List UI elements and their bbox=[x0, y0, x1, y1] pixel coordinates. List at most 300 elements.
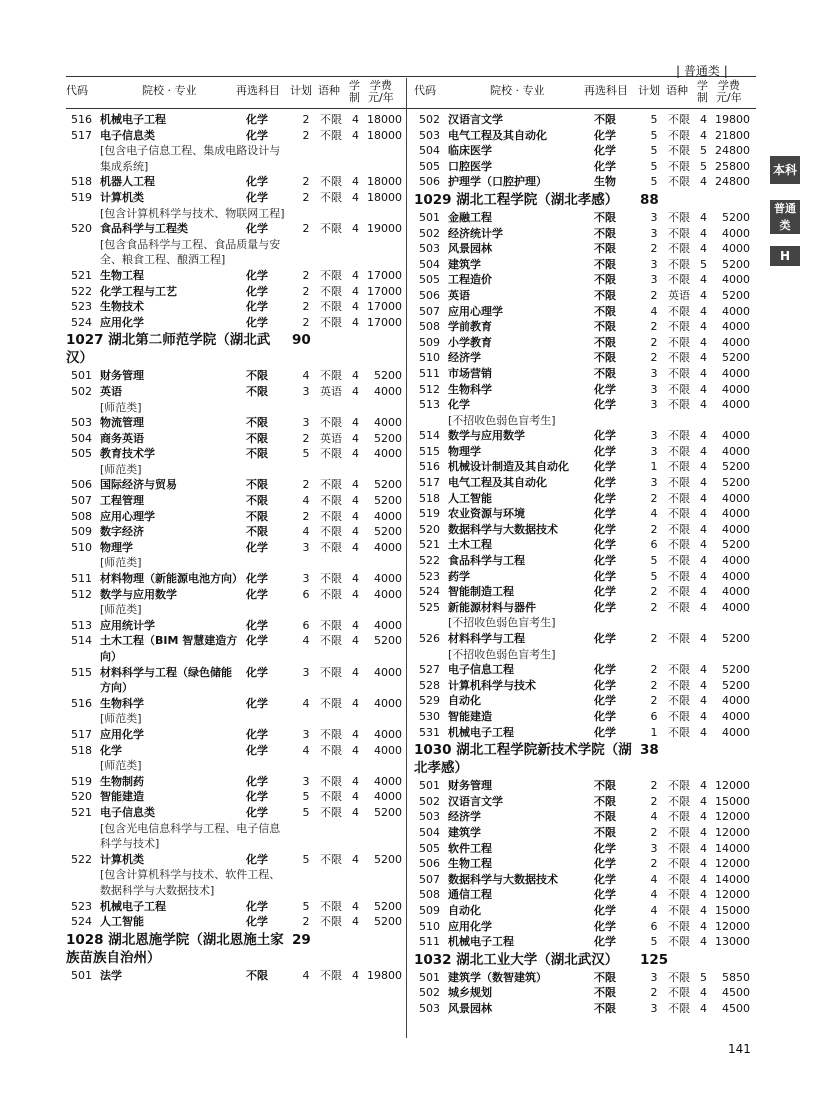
plan-count: 2 bbox=[650, 585, 658, 599]
years: 4 bbox=[700, 175, 707, 189]
major-name: 经济学 bbox=[448, 351, 481, 365]
school-name bbox=[66, 931, 286, 967]
required-subject: 不限 bbox=[594, 366, 616, 380]
table-row bbox=[66, 268, 406, 284]
language: 不限 bbox=[320, 315, 342, 329]
required-subject: 化学 bbox=[246, 113, 268, 126]
required-subject: 化学 bbox=[594, 554, 616, 568]
table-row bbox=[414, 350, 754, 366]
major-name: 化学 bbox=[448, 398, 470, 412]
major-name: 建筑学（数智建筑） bbox=[448, 970, 547, 984]
school-heading bbox=[66, 931, 406, 967]
years: 4 bbox=[700, 491, 707, 505]
school-title: 湖北工业大学（湖北武汉） bbox=[456, 951, 619, 968]
language: 不限 bbox=[320, 190, 342, 204]
major-code: 508 bbox=[71, 509, 92, 523]
tuition-fee: 5200 bbox=[374, 525, 402, 539]
hdr-language: 语种 bbox=[666, 84, 688, 97]
language: 不限 bbox=[320, 369, 342, 383]
language: 不限 bbox=[668, 678, 690, 692]
language: 不限 bbox=[668, 159, 690, 173]
table-row bbox=[66, 633, 406, 664]
required-subject: 化学 bbox=[246, 852, 268, 866]
plan-count: 2 bbox=[650, 779, 658, 793]
major-name: 化学 bbox=[100, 743, 122, 757]
plan-count: 2 bbox=[302, 128, 310, 142]
required-subject: 不限 bbox=[246, 369, 268, 383]
language: 不限 bbox=[668, 857, 690, 871]
language: 不限 bbox=[320, 300, 342, 314]
plan-count: 6 bbox=[650, 538, 658, 552]
major-name: 金融工程 bbox=[448, 210, 492, 224]
required-subject: 化学 bbox=[594, 725, 616, 739]
required-subject: 不限 bbox=[594, 304, 616, 318]
years: 4 bbox=[700, 335, 707, 349]
required-subject: 不限 bbox=[594, 825, 616, 839]
plan-count: 2 bbox=[650, 794, 658, 808]
major-name: 工程造价 bbox=[448, 273, 492, 287]
table-row bbox=[66, 493, 406, 509]
major-name: 英语 bbox=[100, 384, 122, 398]
left-column bbox=[66, 112, 406, 983]
language: 不限 bbox=[668, 398, 690, 412]
school-code: 1029 bbox=[414, 191, 452, 208]
required-subject: 化学 bbox=[246, 128, 268, 142]
years: 4 bbox=[700, 569, 707, 583]
tuition-fee: 18000 bbox=[367, 113, 402, 126]
years: 4 bbox=[700, 366, 707, 380]
hdr-years: 学 制 bbox=[697, 79, 708, 104]
language: 不限 bbox=[320, 774, 342, 788]
major-code: 515 bbox=[419, 444, 440, 458]
major-name: 建筑学 bbox=[448, 257, 481, 271]
years: 4 bbox=[352, 540, 359, 554]
language: 不限 bbox=[668, 491, 690, 505]
language: 不限 bbox=[320, 175, 342, 189]
years: 4 bbox=[352, 478, 359, 492]
years: 4 bbox=[352, 852, 359, 866]
table-row bbox=[414, 709, 754, 725]
tuition-fee: 12000 bbox=[715, 919, 750, 933]
required-subject: 化学 bbox=[246, 743, 268, 757]
major-name: 生物工程 bbox=[448, 857, 492, 871]
table-row bbox=[66, 112, 406, 128]
language: 不限 bbox=[320, 805, 342, 819]
school-name bbox=[414, 741, 634, 777]
plan-count: 2 bbox=[650, 632, 658, 645]
language: 不限 bbox=[320, 899, 342, 913]
plan-count: 2 bbox=[302, 190, 310, 204]
table-row bbox=[66, 665, 406, 696]
years: 4 bbox=[700, 460, 707, 474]
language: 不限 bbox=[320, 634, 342, 648]
major-code: 507 bbox=[419, 304, 440, 318]
required-subject: 化学 bbox=[246, 618, 268, 632]
language: 不限 bbox=[668, 554, 690, 568]
major-name: 计算机类 bbox=[100, 852, 144, 866]
table-row bbox=[414, 778, 754, 794]
major-name: 数据科学与大数据技术 bbox=[448, 872, 558, 886]
major-name: 应用心理学 bbox=[100, 509, 155, 523]
plan-count: 5 bbox=[302, 899, 310, 913]
major-name: 土木工程（BIM 智慧建造方向） bbox=[100, 634, 238, 663]
major-name: 商务英语 bbox=[100, 431, 144, 445]
tuition-fee: 14000 bbox=[715, 872, 750, 886]
major-name: 汉语言文学 bbox=[448, 794, 503, 808]
tuition-fee: 4000 bbox=[722, 382, 750, 396]
table-row bbox=[414, 919, 754, 935]
plan-count: 2 bbox=[650, 522, 658, 536]
years: 5 bbox=[700, 257, 707, 271]
major-code: 521 bbox=[71, 268, 92, 282]
major-name: 电气工程及其自动化 bbox=[448, 128, 547, 142]
plan-count: 5 bbox=[302, 447, 310, 461]
years: 4 bbox=[352, 431, 359, 445]
major-code: 506 bbox=[419, 857, 440, 871]
table-row bbox=[66, 315, 406, 331]
right-column bbox=[414, 112, 754, 1016]
plan-count: 3 bbox=[302, 572, 310, 586]
major-name: 数学与应用数学 bbox=[100, 587, 177, 601]
language: 英语 bbox=[320, 431, 342, 445]
tuition-fee: 4000 bbox=[722, 569, 750, 583]
table-row bbox=[414, 809, 754, 825]
major-code: 518 bbox=[71, 743, 92, 757]
plan-count: 3 bbox=[650, 398, 658, 412]
hdr-plan: 计划 bbox=[638, 84, 660, 97]
required-subject: 化学 bbox=[246, 774, 268, 788]
plan-count: 1 bbox=[650, 460, 658, 474]
required-subject: 化学 bbox=[246, 665, 268, 679]
hdr-school-major: 院校 · 专业 bbox=[142, 84, 197, 97]
language: 不限 bbox=[320, 478, 342, 492]
tuition-fee: 4000 bbox=[722, 491, 750, 505]
required-subject: 不限 bbox=[594, 210, 616, 224]
major-code: 514 bbox=[419, 429, 440, 443]
major-name: 英语 bbox=[448, 288, 470, 302]
tuition-fee: 5200 bbox=[374, 431, 402, 445]
language: 不限 bbox=[320, 587, 342, 601]
tuition-fee: 4000 bbox=[374, 618, 402, 632]
required-subject: 不限 bbox=[594, 288, 616, 302]
language: 不限 bbox=[668, 794, 690, 808]
major-note: [包含计算机科学与技术、软件工程、数据科学与大数据技术] bbox=[100, 868, 281, 897]
required-subject: 化学 bbox=[594, 128, 616, 142]
plan-count: 3 bbox=[650, 226, 658, 240]
tuition-fee: 17000 bbox=[367, 268, 402, 282]
plan-count: 4 bbox=[302, 369, 310, 383]
major-code: 504 bbox=[419, 144, 440, 158]
major-name: 应用统计学 bbox=[100, 618, 155, 632]
tuition-fee: 5200 bbox=[722, 257, 750, 271]
table-row bbox=[414, 872, 754, 888]
years: 4 bbox=[700, 585, 707, 599]
tuition-fee: 18000 bbox=[367, 190, 402, 204]
major-code: 511 bbox=[419, 366, 440, 380]
table-row bbox=[414, 397, 754, 413]
plan-count: 2 bbox=[650, 825, 658, 839]
required-subject: 化学 bbox=[246, 899, 268, 913]
language: 不限 bbox=[668, 779, 690, 793]
required-subject: 化学 bbox=[246, 915, 268, 929]
years: 4 bbox=[700, 382, 707, 396]
table-row bbox=[66, 368, 406, 384]
major-name: 财务管理 bbox=[100, 369, 144, 383]
school-heading bbox=[66, 331, 406, 367]
school-plan-total: 38 bbox=[640, 742, 659, 759]
hdr-language: 语种 bbox=[318, 84, 340, 97]
years: 4 bbox=[700, 794, 707, 808]
major-name: 电子信息工程 bbox=[448, 663, 514, 677]
school-heading bbox=[414, 191, 754, 209]
table-row bbox=[414, 662, 754, 678]
tuition-fee: 5200 bbox=[722, 351, 750, 365]
major-code: 502 bbox=[419, 986, 440, 1000]
major-note: [师范类] bbox=[100, 556, 142, 570]
major-code: 518 bbox=[71, 175, 92, 189]
major-name: 小学教育 bbox=[448, 335, 492, 349]
tuition-fee: 5200 bbox=[722, 538, 750, 552]
table-row bbox=[66, 524, 406, 540]
plan-count: 3 bbox=[650, 382, 658, 396]
plan-count: 3 bbox=[302, 665, 310, 679]
major-name: 应用化学 bbox=[100, 727, 144, 741]
language: 不限 bbox=[320, 743, 342, 757]
major-note: [不招收色弱色盲考生] bbox=[448, 616, 556, 630]
major-name: 食品科学与工程类 bbox=[100, 222, 188, 236]
hdr-fee: 学费 元/年 bbox=[716, 79, 742, 104]
major-code: 525 bbox=[419, 600, 440, 614]
major-name: 法学 bbox=[100, 968, 122, 982]
major-name: 物理学 bbox=[448, 444, 481, 458]
language: 不限 bbox=[668, 144, 690, 158]
language: 不限 bbox=[668, 460, 690, 474]
major-name: 农业资源与环境 bbox=[448, 507, 525, 521]
plan-count: 2 bbox=[302, 113, 310, 126]
table-row bbox=[66, 174, 406, 190]
table-row bbox=[414, 903, 754, 919]
table-row bbox=[414, 288, 754, 304]
years: 4 bbox=[352, 268, 359, 282]
required-subject: 化学 bbox=[594, 663, 616, 677]
language: 不限 bbox=[668, 569, 690, 583]
major-name: 建筑学 bbox=[448, 825, 481, 839]
years: 4 bbox=[352, 494, 359, 508]
language: 不限 bbox=[668, 128, 690, 142]
plan-count: 4 bbox=[302, 968, 310, 982]
major-code: 527 bbox=[419, 663, 440, 677]
years: 5 bbox=[700, 970, 707, 984]
tuition-fee: 5200 bbox=[374, 478, 402, 492]
table-row bbox=[66, 587, 406, 603]
years: 4 bbox=[700, 398, 707, 412]
required-subject: 不限 bbox=[594, 113, 616, 126]
right-column-header bbox=[414, 80, 754, 106]
major-name: 物流管理 bbox=[100, 416, 144, 430]
tuition-fee: 25800 bbox=[715, 159, 750, 173]
plan-count: 5 bbox=[650, 175, 658, 189]
tuition-fee: 5200 bbox=[722, 460, 750, 474]
school-plan-total: 90 bbox=[292, 332, 311, 349]
required-subject: 化学 bbox=[594, 444, 616, 458]
language: 不限 bbox=[668, 382, 690, 396]
major-name: 风景园林 bbox=[448, 1001, 492, 1015]
tuition-fee: 15000 bbox=[715, 903, 750, 917]
language: 不限 bbox=[668, 725, 690, 739]
tuition-fee: 4000 bbox=[374, 416, 402, 430]
header-top-rule bbox=[66, 76, 756, 77]
tuition-fee: 5850 bbox=[722, 970, 750, 984]
required-subject: 不限 bbox=[594, 320, 616, 334]
years: 4 bbox=[700, 476, 707, 490]
plan-count: 2 bbox=[650, 678, 658, 692]
plan-count: 2 bbox=[650, 600, 658, 614]
table-row bbox=[414, 693, 754, 709]
years: 4 bbox=[700, 113, 707, 126]
major-code: 501 bbox=[419, 779, 440, 793]
major-code: 502 bbox=[71, 384, 92, 398]
major-name: 应用心理学 bbox=[448, 304, 503, 318]
required-subject: 化学 bbox=[594, 159, 616, 173]
language: 不限 bbox=[668, 888, 690, 902]
table-row bbox=[66, 415, 406, 431]
major-code: 505 bbox=[419, 841, 440, 855]
required-subject: 化学 bbox=[594, 398, 616, 412]
language: 不限 bbox=[668, 320, 690, 334]
left-column-header bbox=[66, 80, 406, 106]
plan-count: 2 bbox=[650, 242, 658, 256]
required-subject: 不限 bbox=[594, 242, 616, 256]
major-code: 516 bbox=[419, 460, 440, 474]
hdr-subjects: 再选科目 bbox=[584, 84, 628, 97]
tuition-fee: 5200 bbox=[374, 805, 402, 819]
language: 不限 bbox=[668, 366, 690, 380]
years: 4 bbox=[352, 369, 359, 383]
tuition-fee: 5200 bbox=[722, 288, 750, 302]
school-heading bbox=[414, 951, 754, 969]
language: 不限 bbox=[320, 618, 342, 632]
table-row bbox=[414, 825, 754, 841]
major-note: [包含电子信息工程、集成电路设计与集成系统] bbox=[100, 144, 281, 173]
table-row bbox=[66, 774, 406, 790]
required-subject: 化学 bbox=[594, 585, 616, 599]
major-code: 531 bbox=[419, 725, 440, 739]
language: 不限 bbox=[668, 175, 690, 189]
tuition-fee: 4000 bbox=[722, 242, 750, 256]
table-row bbox=[414, 856, 754, 872]
major-code: 506 bbox=[419, 175, 440, 189]
table-row bbox=[414, 257, 754, 273]
major-name: 化学工程与工艺 bbox=[100, 284, 177, 298]
major-name: 软件工程 bbox=[448, 841, 492, 855]
required-subject: 化学 bbox=[594, 600, 616, 614]
years: 4 bbox=[700, 725, 707, 739]
major-code: 516 bbox=[71, 696, 92, 710]
table-row bbox=[414, 366, 754, 382]
language: 不限 bbox=[668, 600, 690, 614]
table-row bbox=[414, 678, 754, 694]
required-subject: 不限 bbox=[246, 384, 268, 398]
major-name: 生物工程 bbox=[100, 268, 144, 282]
major-code: 508 bbox=[419, 888, 440, 902]
years: 4 bbox=[352, 384, 359, 398]
years: 4 bbox=[700, 444, 707, 458]
hdr-code: 代码 bbox=[414, 84, 436, 97]
tuition-fee: 19000 bbox=[367, 222, 402, 236]
major-code: 512 bbox=[419, 382, 440, 396]
major-code: 516 bbox=[71, 113, 92, 126]
major-name: 计算机科学与技术 bbox=[448, 678, 536, 692]
language: 不限 bbox=[668, 257, 690, 271]
language: 不限 bbox=[668, 210, 690, 224]
language: 不限 bbox=[668, 841, 690, 855]
years: 5 bbox=[700, 144, 707, 158]
years: 4 bbox=[700, 210, 707, 224]
major-name: 食品科学与工程 bbox=[448, 554, 525, 568]
language: 不限 bbox=[668, 538, 690, 552]
major-code: 511 bbox=[419, 935, 440, 949]
plan-count: 2 bbox=[650, 694, 658, 708]
major-code: 506 bbox=[71, 478, 92, 492]
plan-count: 2 bbox=[302, 284, 310, 298]
plan-count: 6 bbox=[650, 709, 658, 723]
major-note: [包含光电信息科学与工程、电子信息科学与技术] bbox=[100, 821, 281, 851]
table-row bbox=[66, 509, 406, 525]
side-tab-letter: H bbox=[770, 246, 800, 266]
tuition-fee: 4000 bbox=[374, 743, 402, 757]
table-row bbox=[66, 968, 406, 984]
years: 4 bbox=[700, 888, 707, 902]
language: 不限 bbox=[320, 915, 342, 929]
school-title: 湖北第二师范学院（湖北武汉） bbox=[66, 332, 271, 367]
major-name: 数据科学与大数据技术 bbox=[448, 522, 558, 536]
required-subject: 不限 bbox=[246, 509, 268, 523]
major-code: 521 bbox=[71, 805, 92, 819]
plan-count: 5 bbox=[650, 569, 658, 583]
table-row bbox=[66, 571, 406, 587]
years: 4 bbox=[700, 288, 707, 302]
tuition-fee: 4000 bbox=[374, 572, 402, 586]
major-name: 材料物理（新能源电池方向） bbox=[100, 572, 243, 586]
language: 不限 bbox=[668, 1001, 690, 1015]
major-name: 护理学（口腔护理） bbox=[448, 175, 547, 189]
years: 4 bbox=[700, 841, 707, 855]
major-code: 515 bbox=[71, 665, 92, 679]
required-subject: 不限 bbox=[594, 970, 616, 984]
tuition-fee: 14000 bbox=[715, 841, 750, 855]
tuition-fee: 4000 bbox=[374, 384, 402, 398]
page-number: 141 bbox=[728, 1042, 751, 1056]
major-name: 自动化 bbox=[448, 903, 481, 917]
years: 5 bbox=[700, 159, 707, 173]
major-code: 501 bbox=[71, 369, 92, 383]
plan-count: 2 bbox=[650, 320, 658, 334]
plan-count: 3 bbox=[650, 429, 658, 443]
required-subject: 化学 bbox=[594, 694, 616, 708]
tuition-fee: 17000 bbox=[367, 315, 402, 329]
table-row bbox=[414, 537, 754, 553]
school-name bbox=[414, 191, 634, 209]
years: 4 bbox=[700, 351, 707, 365]
table-row bbox=[414, 794, 754, 810]
years: 4 bbox=[352, 899, 359, 913]
major-name: 经济统计学 bbox=[448, 226, 503, 240]
major-code: 504 bbox=[419, 257, 440, 271]
hdr-school-major: 院校 · 专业 bbox=[490, 84, 545, 97]
plan-count: 6 bbox=[302, 587, 310, 601]
plan-count: 3 bbox=[650, 970, 658, 984]
major-code: 509 bbox=[419, 335, 440, 349]
